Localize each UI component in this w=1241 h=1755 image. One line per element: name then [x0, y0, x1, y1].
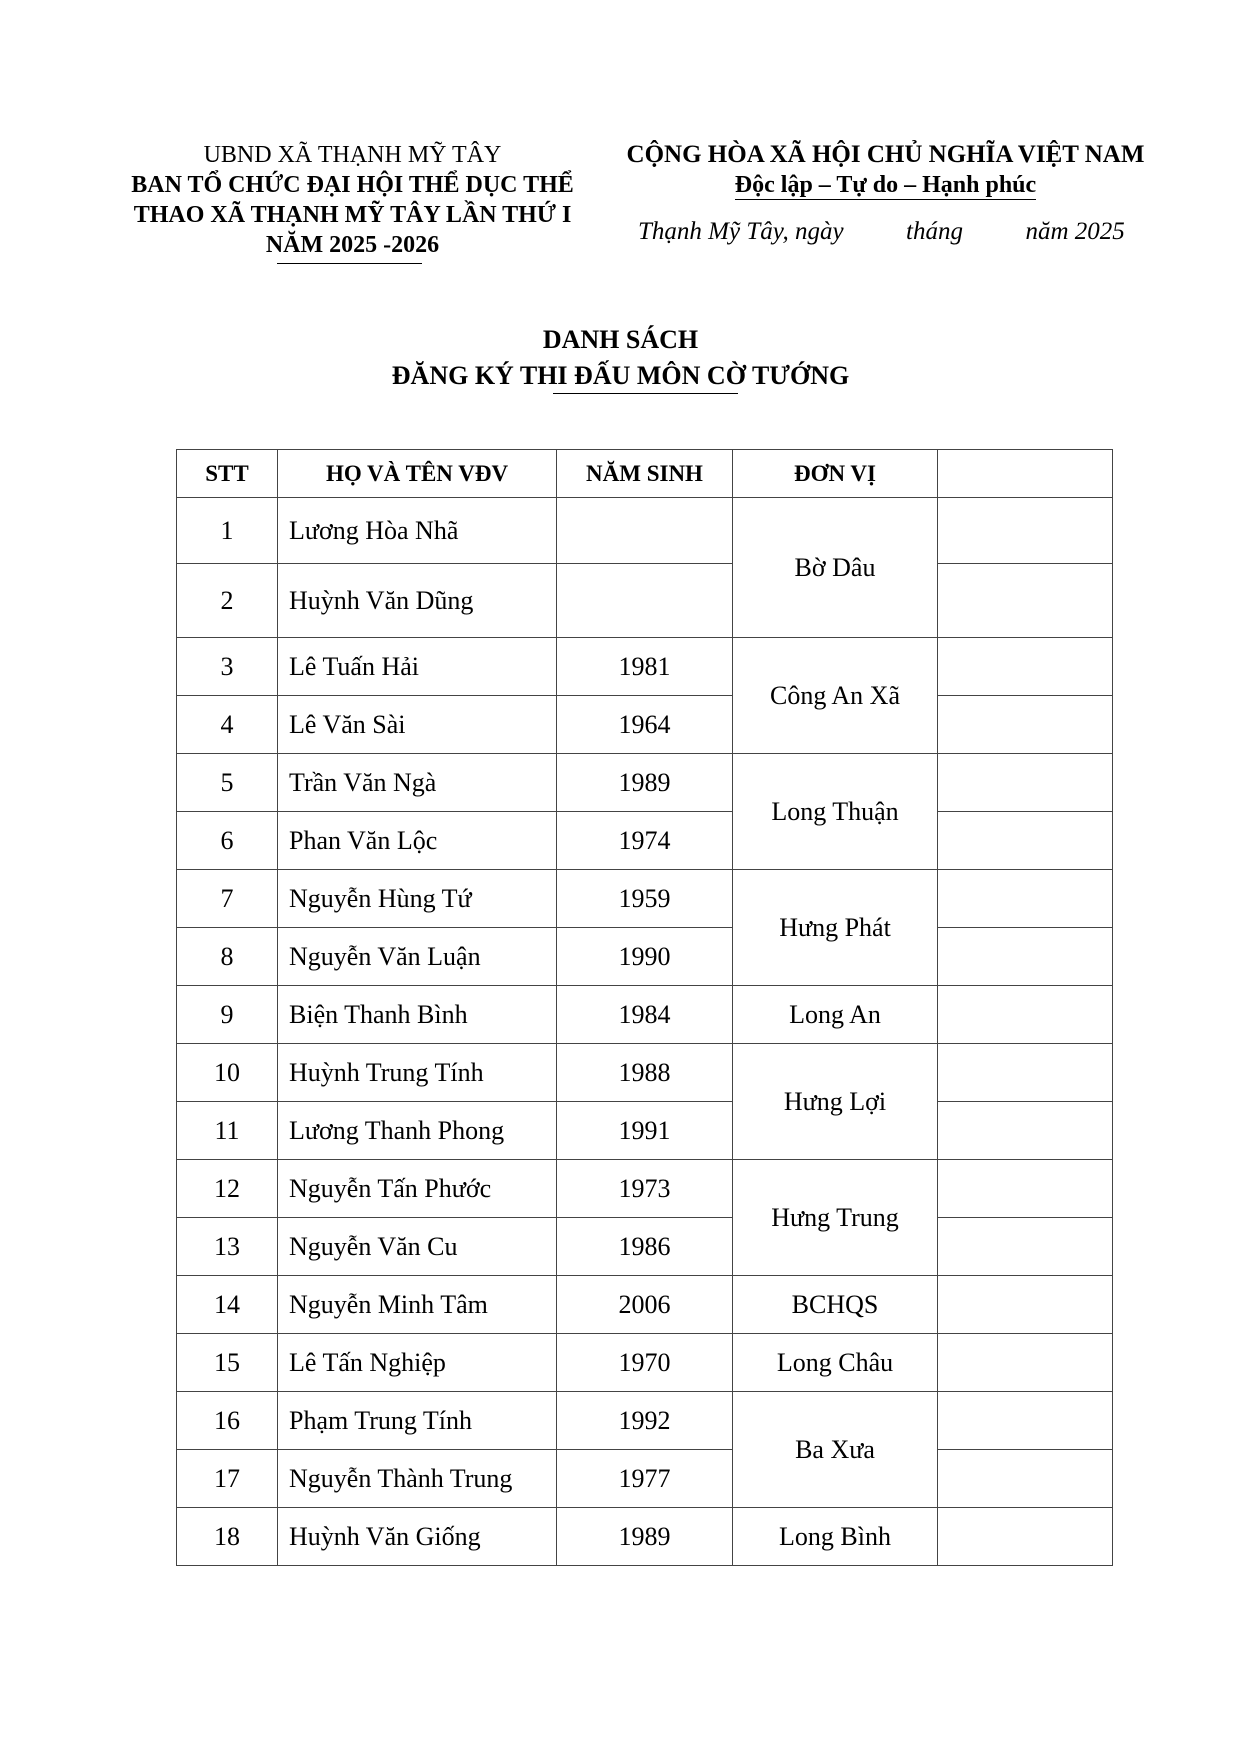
table-row — [177, 498, 1113, 564]
cell-blank — [938, 1218, 1113, 1276]
cell-stt: 15 — [177, 1334, 278, 1392]
cell-stt: 1 — [177, 498, 278, 564]
cell-birth-year: 1989 — [557, 1508, 733, 1566]
table-row — [177, 754, 1113, 812]
date-year: năm 2025 — [1025, 218, 1125, 245]
cell-birth-year: 1986 — [557, 1218, 733, 1276]
cell-name: Trần Văn Ngà — [278, 754, 557, 812]
cell-blank — [938, 1102, 1113, 1160]
cell-stt: 2 — [177, 564, 278, 638]
cell-name: Biện Thanh Bình — [278, 986, 557, 1044]
cell-unit: Bờ Dâu — [733, 498, 938, 638]
column-header-birth-year: NĂM SINH — [557, 450, 733, 498]
cell-blank — [938, 564, 1113, 638]
table-row — [177, 1276, 1113, 1334]
cell-stt: 16 — [177, 1392, 278, 1450]
column-header-blank — [938, 450, 1113, 498]
cell-unit: Long An — [733, 986, 938, 1044]
cell-unit: Hưng Lợi — [733, 1044, 938, 1160]
cell-blank — [938, 1392, 1113, 1450]
cell-blank — [938, 754, 1113, 812]
cell-name: Phan Văn Lộc — [278, 812, 557, 870]
column-header-name: HỌ VÀ TÊN VĐV — [278, 450, 557, 498]
cell-blank — [938, 1276, 1113, 1334]
cell-blank — [938, 1160, 1113, 1218]
cell-blank — [938, 812, 1113, 870]
cell-name: Nguyễn Văn Luận — [278, 928, 557, 986]
cell-name: Nguyễn Minh Tâm — [278, 1276, 557, 1334]
cell-birth-year: 1973 — [557, 1160, 733, 1218]
date-month: tháng — [906, 218, 963, 245]
cell-unit: Công An Xã — [733, 638, 938, 754]
table-row — [177, 1044, 1113, 1102]
table-row — [177, 564, 1113, 638]
cell-birth-year: 1959 — [557, 870, 733, 928]
cell-birth-year — [557, 498, 733, 564]
cell-birth-year: 1974 — [557, 812, 733, 870]
cell-unit: Ba Xưa — [733, 1392, 938, 1508]
cell-name: Lương Thanh Phong — [278, 1102, 557, 1160]
cell-name: Lê Tấn Nghiệp — [278, 1334, 557, 1392]
organizer-line-3: NĂM 2025 -2026 — [265, 232, 440, 258]
cell-birth-year: 1988 — [557, 1044, 733, 1102]
cell-name: Huỳnh Văn Giống — [278, 1508, 557, 1566]
header-left-divider — [277, 263, 422, 264]
cell-unit: Hưng Trung — [733, 1160, 938, 1276]
cell-birth-year: 1984 — [557, 986, 733, 1044]
table-header-row — [177, 450, 1113, 498]
cell-blank — [938, 696, 1113, 754]
cell-unit: Long Bình — [733, 1508, 938, 1566]
table-row — [177, 1508, 1113, 1566]
document-subtitle: ĐĂNG KÝ THI ĐẤU MÔN CỜ TƯỚNG — [391, 361, 850, 390]
table-row — [177, 1160, 1113, 1218]
date-place: Thạnh Mỹ Tây, ngày — [638, 218, 844, 245]
cell-stt: 17 — [177, 1450, 278, 1508]
cell-birth-year: 1970 — [557, 1334, 733, 1392]
table-row — [177, 696, 1113, 754]
cell-name: Phạm Trung Tính — [278, 1392, 557, 1450]
cell-birth-year: 2006 — [557, 1276, 733, 1334]
agency-name: UBND XÃ THẠNH MỸ TÂY — [203, 142, 502, 168]
cell-name: Nguyễn Hùng Tứ — [278, 870, 557, 928]
cell-name: Lê Tuấn Hải — [278, 638, 557, 696]
national-motto: Độc lập – Tự do – Hạnh phúc — [734, 172, 1037, 198]
cell-name: Lê Văn Sài — [278, 696, 557, 754]
cell-stt: 9 — [177, 986, 278, 1044]
cell-name: Huỳnh Văn Dũng — [278, 564, 557, 638]
table-row — [177, 1218, 1113, 1276]
national-title: CỘNG HÒA XÃ HỘI CHỦ NGHĨA VIỆT NAM — [626, 141, 1145, 168]
cell-stt: 10 — [177, 1044, 278, 1102]
organizer-line-2: THAO XÃ THẠNH MỸ TÂY LẦN THỨ I — [133, 202, 572, 228]
cell-stt: 4 — [177, 696, 278, 754]
cell-stt: 6 — [177, 812, 278, 870]
cell-birth-year: 1992 — [557, 1392, 733, 1450]
cell-stt: 18 — [177, 1508, 278, 1566]
cell-blank — [938, 1044, 1113, 1102]
subtitle-underline — [553, 393, 738, 394]
registration-table — [176, 449, 1113, 1566]
cell-birth-year: 1981 — [557, 638, 733, 696]
cell-name: Huỳnh Trung Tính — [278, 1044, 557, 1102]
cell-name: Nguyễn Văn Cu — [278, 1218, 557, 1276]
cell-name: Nguyễn Thành Trung — [278, 1450, 557, 1508]
cell-birth-year: 1991 — [557, 1102, 733, 1160]
cell-blank — [938, 870, 1113, 928]
document-title: DANH SÁCH — [542, 325, 699, 354]
cell-name: Lương Hòa Nhã — [278, 498, 557, 564]
national-header-block — [608, 140, 1163, 200]
table-row — [177, 1392, 1113, 1450]
cell-stt: 13 — [177, 1218, 278, 1276]
date-line — [638, 218, 1125, 246]
organizer-line-1: BAN TỔ CHỨC ĐẠI HỘI THỂ DỤC THỂ — [131, 172, 574, 198]
cell-stt: 7 — [177, 870, 278, 928]
cell-stt: 14 — [177, 1276, 278, 1334]
cell-blank — [938, 1450, 1113, 1508]
table-row — [177, 812, 1113, 870]
cell-birth-year: 1990 — [557, 928, 733, 986]
cell-unit: Long Châu — [733, 1334, 938, 1392]
cell-blank — [938, 986, 1113, 1044]
cell-stt: 5 — [177, 754, 278, 812]
cell-birth-year: 1977 — [557, 1450, 733, 1508]
cell-birth-year — [557, 564, 733, 638]
table-row — [177, 1102, 1113, 1160]
cell-blank — [938, 1508, 1113, 1566]
table-row — [177, 986, 1113, 1044]
cell-blank — [938, 638, 1113, 696]
cell-blank — [938, 1334, 1113, 1392]
cell-blank — [938, 498, 1113, 564]
column-header-stt: STT — [177, 450, 278, 498]
cell-stt: 8 — [177, 928, 278, 986]
cell-name: Nguyễn Tấn Phước — [278, 1160, 557, 1218]
cell-stt: 12 — [177, 1160, 278, 1218]
cell-unit: BCHQS — [733, 1276, 938, 1334]
cell-unit: Hưng Phát — [733, 870, 938, 986]
cell-blank — [938, 928, 1113, 986]
table-row — [177, 638, 1113, 696]
cell-stt: 11 — [177, 1102, 278, 1160]
table-row — [177, 1450, 1113, 1508]
cell-birth-year: 1989 — [557, 754, 733, 812]
issuing-agency-block — [105, 140, 600, 260]
cell-unit: Long Thuận — [733, 754, 938, 870]
column-header-unit: ĐƠN VỊ — [733, 450, 938, 498]
table-row — [177, 928, 1113, 986]
cell-stt: 3 — [177, 638, 278, 696]
table-row — [177, 870, 1113, 928]
cell-birth-year: 1964 — [557, 696, 733, 754]
table-row — [177, 1334, 1113, 1392]
